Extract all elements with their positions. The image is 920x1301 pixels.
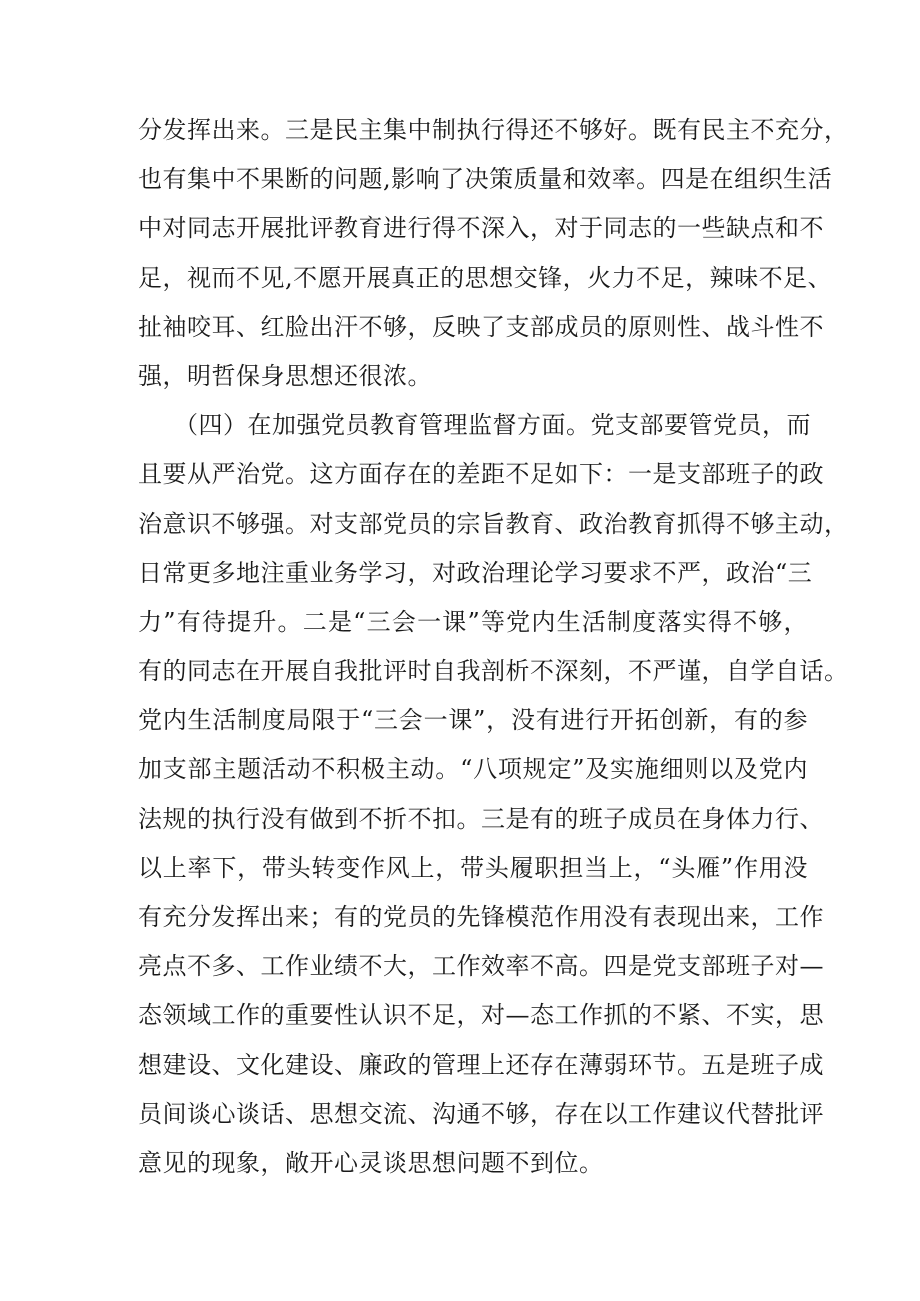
text-line: 也有集中不果断的问题,影响了决策质量和效率。四是在组织生活 <box>138 165 833 194</box>
text-line: 有充分发挥出来；有的党员的先锋模范作用没有表现出来，工作 <box>138 903 824 931</box>
text-line: 强，明哲保身思想还很浓。 <box>138 361 432 390</box>
text-line: 意见的现象，敞开心灵谈思想问题不到位。 <box>138 1148 604 1177</box>
text-line: 想建设、文化建设、廉政的管理上还存在薄弱环节。五是班子成 <box>138 1050 824 1079</box>
text-line: 治意识不够强。对支部党员的宗旨教育、政治教育抓得不够主动， <box>138 509 849 538</box>
text-line: 且要从严治党。这方面存在的差距不足如下：一是支部班子的政 <box>138 460 824 489</box>
text-line: 加支部主题活动不积极主动。“八项规定”及实施细则以及党内 <box>138 755 808 784</box>
document-body <box>138 106 849 1188</box>
text-line: 中对同志开展批评教育进行得不深入，对于同志的一些缺点和不 <box>138 214 824 243</box>
text-line: 日常更多地注重业务学习，对政治理论学习要求不严，政治“三 <box>138 558 813 587</box>
text-line: 足，视而不见,不愿开展真正的思想交锋，火力不足，辣味不足、 <box>138 263 833 292</box>
text-line: 法规的执行没有做到不折不扣。三是有的班子成员在身体力行、 <box>138 804 824 833</box>
text-line: 员间谈心谈话、思想交流、沟通不够，存在以工作建议代替批评 <box>138 1099 824 1128</box>
section-heading-line: （四）在加强党员教育管理监督方面。党支部要管党员，而 <box>174 411 811 440</box>
text-line: 有的同志在开展自我批评时自我剖析不深刻，不严谨，自学自话。 <box>138 657 849 686</box>
text-line: 分发挥出来。三是民主集中制执行得还不够好。既有民主不充分， <box>138 116 849 144</box>
text-line: 扯袖咬耳、红脸出汗不够，反映了支部成员的原则性、战斗性不 <box>138 312 824 341</box>
text-line: 亮点不多、工作业绩不大，工作效率不高。四是党支部班子对— <box>138 952 824 981</box>
text-line: 力”有待提升。二是“三会一课”等党内生活制度落实得不够， <box>138 607 808 636</box>
text-line: 态领域工作的重要性认识不足，对—态工作抓的不紧、不实，思 <box>138 1001 824 1030</box>
text-line: 以上率下，带头转变作风上，带头履职担当上，“头雁”作用没 <box>138 853 808 882</box>
text-line: 党内生活制度局限于“三会一课”，没有进行开拓创新，有的参 <box>138 706 808 735</box>
